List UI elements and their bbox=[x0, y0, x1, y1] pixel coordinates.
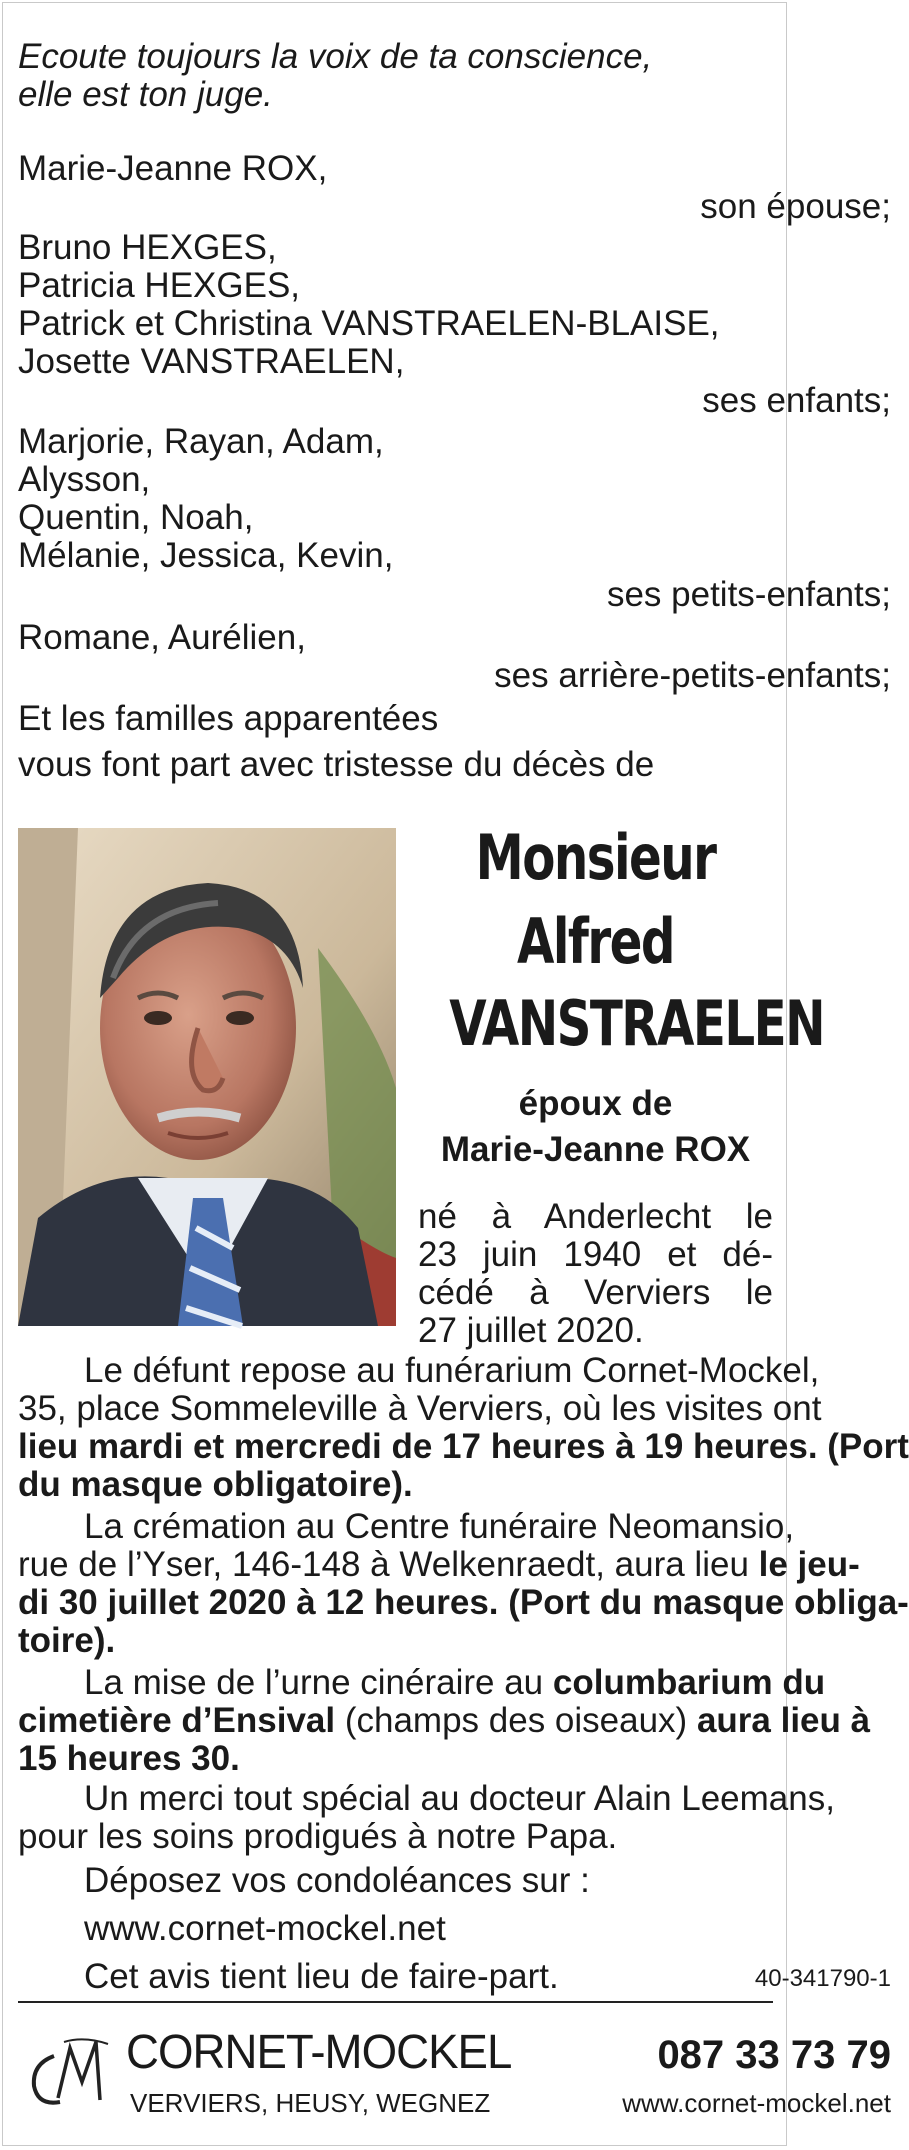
para-line: di 30 juillet 2020 à 12 heures. (Port du masque obliga- bbox=[18, 1583, 909, 1622]
para-line: toire). bbox=[18, 1621, 116, 1660]
brand-name: CORNET-MOCKEL bbox=[126, 2026, 512, 2079]
epigraph bbox=[18, 38, 652, 114]
portrait-photo bbox=[18, 828, 396, 1326]
grandchildren-2: Alysson, bbox=[18, 460, 151, 499]
brand-phone[interactable]: 087 33 73 79 bbox=[657, 2033, 891, 2077]
para-line bbox=[18, 1663, 826, 1702]
notice-text: Cet avis tient lieu de faire-part. bbox=[84, 1957, 559, 1996]
para-line bbox=[18, 1545, 860, 1584]
spouse-name: Marie-Jeanne ROX, bbox=[18, 149, 328, 188]
word: dé- bbox=[722, 1235, 773, 1274]
word: Anderlecht bbox=[543, 1197, 712, 1236]
word: le bbox=[745, 1197, 774, 1236]
grandchildren-1: Marjorie, Rayan, Adam, bbox=[18, 422, 384, 461]
word: 23 juin 1940 bbox=[418, 1235, 642, 1274]
para-line: pour les soins prodigués à notre Papa. bbox=[18, 1817, 618, 1856]
paragraph-funerarium bbox=[18, 1351, 909, 1504]
great-grandchildren: Romane, Aurélien, bbox=[18, 618, 306, 657]
word: 27 juillet 2020. bbox=[418, 1311, 644, 1350]
word: et bbox=[667, 1235, 697, 1274]
word: Verviers bbox=[584, 1273, 711, 1312]
great-grandchildren-label: ses arrière-petits-enfants; bbox=[494, 656, 891, 695]
word: à bbox=[491, 1197, 512, 1236]
deceased-title: Monsieur bbox=[475, 821, 716, 894]
child-2: Patricia HEXGES, bbox=[18, 266, 301, 305]
text: rue de l’Yser, 146-148 à Welkenraedt, aura lieu bbox=[18, 1545, 759, 1584]
birth-line-1 bbox=[418, 1198, 773, 1236]
grandchildren-label: ses petits-enfants; bbox=[606, 575, 891, 614]
paragraph-thanks bbox=[18, 1779, 835, 1856]
word: le bbox=[745, 1273, 773, 1312]
spouse-of: époux de bbox=[518, 1084, 673, 1123]
brand-website[interactable]: www.cornet-mockel.net bbox=[622, 2088, 891, 2118]
para-line bbox=[18, 1701, 871, 1740]
paragraph-urn bbox=[18, 1663, 871, 1778]
birth-line-4 bbox=[418, 1312, 773, 1350]
word: à bbox=[529, 1273, 549, 1312]
grandchildren-3: Quentin, Noah, bbox=[18, 498, 254, 537]
deceased-last-name: VANSTRAELEN bbox=[449, 987, 824, 1060]
text: le jeu- bbox=[758, 1545, 860, 1584]
word: cédé bbox=[418, 1273, 494, 1312]
children-label: ses enfants; bbox=[702, 381, 891, 420]
para-line: La crémation au Centre funéraire Neomansio, bbox=[84, 1507, 795, 1546]
para-line: 35, place Sommeleville à Verviers, où les visites ont bbox=[18, 1389, 822, 1428]
condolences-text: Déposez vos condoléances sur : bbox=[84, 1861, 590, 1900]
epigraph-line-2: elle est ton juge. bbox=[18, 75, 273, 114]
relatives: Et les familles apparentées bbox=[18, 699, 439, 738]
paragraph-cremation bbox=[18, 1507, 909, 1660]
portrait-illustration bbox=[18, 828, 396, 1326]
word: né bbox=[418, 1197, 457, 1236]
para-line: lieu mardi et mercredi de 17 heures à 19 heures. (Port bbox=[18, 1427, 909, 1466]
logo-monogram-icon bbox=[24, 2034, 114, 2112]
text: columbarium du bbox=[552, 1663, 826, 1702]
text: La mise de l’urne cinéraire au bbox=[84, 1663, 553, 1702]
text: cimetière d’Ensival bbox=[18, 1701, 336, 1740]
birth-line-3 bbox=[418, 1274, 773, 1312]
deceased-spouse-name: Marie-Jeanne ROX bbox=[440, 1130, 751, 1169]
announce: vous font part avec tristesse du décès de bbox=[18, 745, 655, 784]
para-line: du masque obligatoire). bbox=[18, 1465, 413, 1504]
birth-line-2 bbox=[418, 1236, 773, 1274]
child-3: Patrick et Christina VANSTRAELEN-BLAISE, bbox=[18, 304, 720, 343]
grandchildren-4: Mélanie, Jessica, Kevin, bbox=[18, 536, 394, 575]
para-line: 15 heures 30. bbox=[18, 1739, 240, 1778]
para-line: Un merci tout spécial au docteur Alain Leemans, bbox=[84, 1779, 835, 1818]
deceased-first-name: Alfred bbox=[517, 905, 674, 978]
brand-locations: VERVIERS, HEUSY, WEGNEZ bbox=[130, 2088, 491, 2118]
spouse-label: son épouse; bbox=[700, 187, 891, 226]
cornet-mockel-logo bbox=[24, 2034, 114, 2112]
epigraph-line-1: Ecoute toujours la voix de ta conscience, bbox=[18, 37, 653, 76]
para-line: Le défunt repose au funérarium Cornet-Mockel, bbox=[84, 1351, 820, 1390]
text: aura lieu à bbox=[696, 1701, 871, 1740]
reference-number: 40-341790-1 bbox=[754, 1965, 891, 1992]
child-4: Josette VANSTRAELEN, bbox=[18, 342, 405, 381]
child-1: Bruno HEXGES, bbox=[18, 228, 277, 267]
footer-divider bbox=[18, 2001, 773, 2003]
condolences-link[interactable]: www.cornet-mockel.net bbox=[84, 1909, 446, 1948]
text: (champs des oiseaux) bbox=[335, 1701, 697, 1740]
